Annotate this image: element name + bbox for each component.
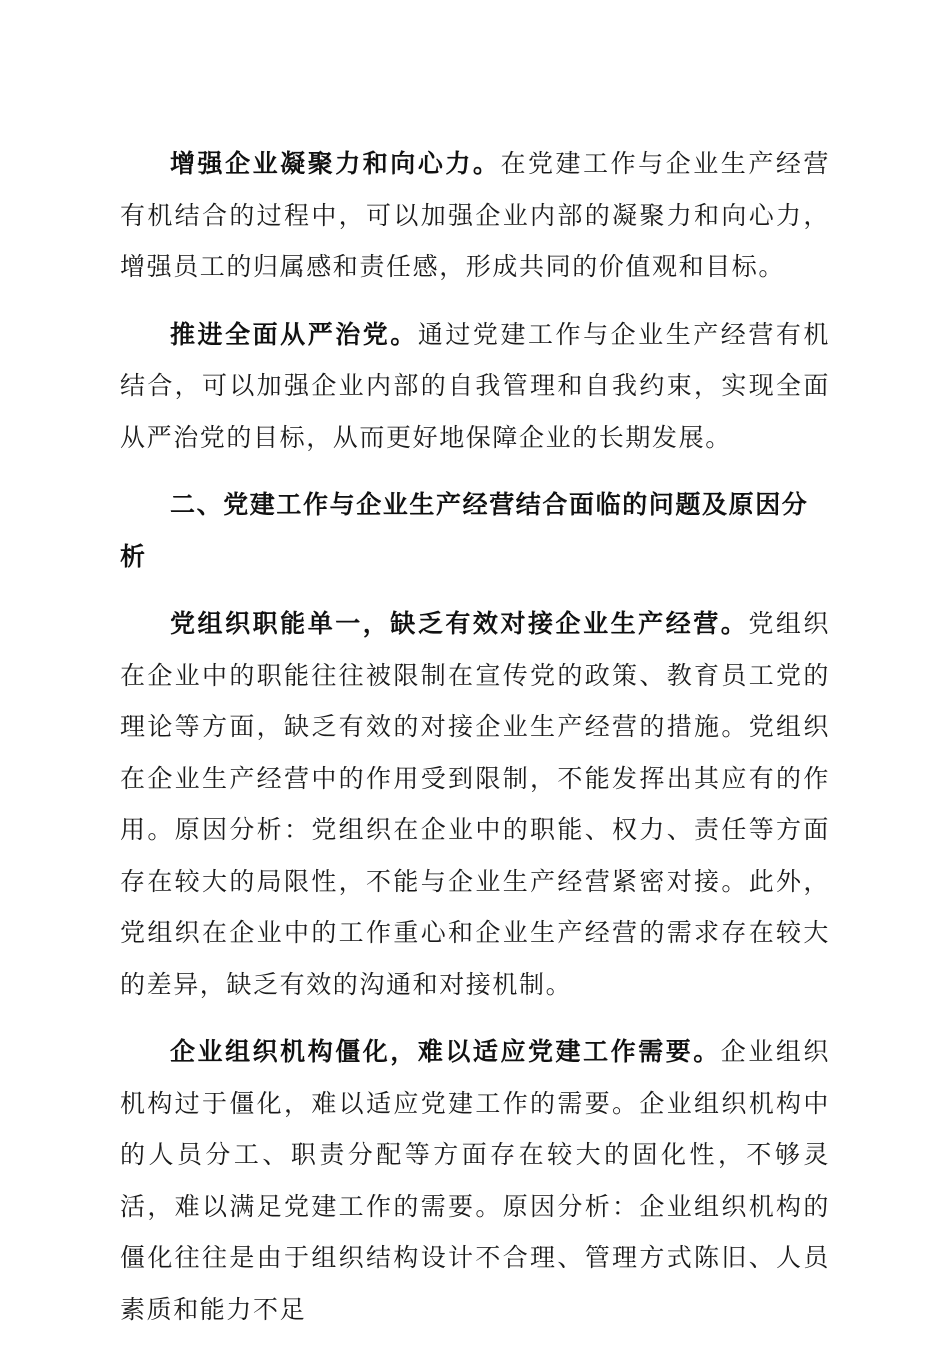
document-body [120, 138, 830, 1351]
paragraph-text: 在党建工作与企业生产经营有机结合的过程中，可以加强企业内部的凝聚力和向心力，增强员工的归属感和责任感，形成共同的价值观和目标。 [120, 149, 830, 281]
paragraph-lead: 党组织职能单一，缺乏有效对接企业生产经营。 [170, 609, 749, 638]
paragraph-cohesion [120, 138, 830, 293]
paragraph-text: 党组织在企业中的职能往往被限制在宣传党的政策、教育员工党的理论等方面，缺乏有效的对接企业生产经营的措施。党组织在企业生产经营中的作用受到限制，不能发挥出其应有的作用。原因分析：党组织在企业中的职能、权力、责任等方面存在较大的局限性，不能与企业生产经营紧密对接。此外，党组织在企业中的工作重心和企业生产经营的需求存在较大的差异，缺乏有效的沟通和对接机制。 [120, 609, 830, 999]
paragraph-rigid-structure [120, 1026, 830, 1335]
paragraph-text: 通过党建工作与企业生产经营有机结合，可以加强企业内部的自我管理和自我约束，实现全面从严治党的目标，从而更好地保障企业的长期发展。 [120, 319, 830, 452]
paragraph-lead: 增强企业凝聚力和向心力。 [170, 149, 501, 178]
paragraph-party-function [120, 598, 830, 1010]
paragraph-lead: 推进全面从严治党。 [170, 319, 418, 349]
section-heading: 二、党建工作与企业生产经营结合面临的问题及原因分析 [120, 490, 809, 571]
paragraph-lead: 企业组织机构僵化，难以适应党建工作需要。 [170, 1037, 721, 1066]
paragraph-strict-governance [120, 309, 830, 464]
paragraph-text: 企业组织机构过于僵化，难以适应党建工作的需要。企业组织机构中的人员分工、职责分配等方面存在较大的固化性，不够灵活，难以满足党建工作的需要。原因分析：企业组织机构的僵化往往是由于组织结构设计不合理、管理方式陈旧、人员素质和能力不足 [120, 1037, 830, 1324]
